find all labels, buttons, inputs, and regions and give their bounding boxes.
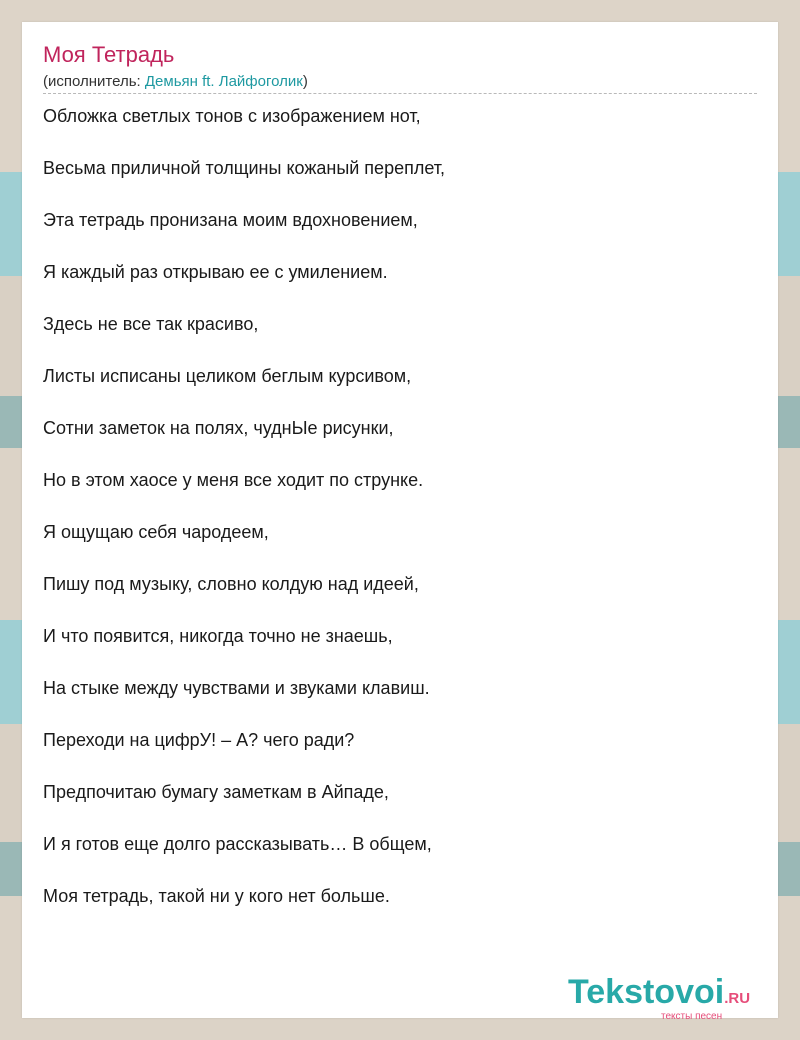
logo-tagline: тексты песен [661,1011,723,1022]
lyric-line: Предпочитаю бумагу заметкам в Айпаде, [43,782,389,802]
stanza [43,519,743,701]
lyrics-body [43,103,743,935]
stanza [43,103,743,285]
lyric-line: Обложка светлых тонов с изображением нот, [43,106,421,126]
logo-tld: .RU [724,990,751,1007]
performer-suffix: ) [302,73,308,90]
lyric-line: Я ощущаю себя чародеем, [43,522,269,542]
title-divider [43,93,757,94]
lyric-line: Пишу под музыку, словно колдую над идеей, [43,574,419,594]
stanza [43,311,743,493]
lyric-line: Моя тетрадь, такой ни у кого нет больше. [43,886,390,906]
stanza [43,727,743,909]
lyric-line: Сотни заметок на полях, чуднЫе рисунки, [43,418,394,438]
lyric-line: Переходи на цифрУ! – А? чего ради? [43,730,355,750]
lyric-line: Но в этом хаосе у меня все ходит по струнке. [43,470,424,490]
lyric-line: И я готов еще долго рассказывать… В общем, [43,834,432,854]
logo-name: Tekstovoi [568,973,725,1011]
lyric-line: Я каждый раз открываю ее с умилением. [43,262,388,282]
lyric-line: На стыке между чувствами и звуками клавиш. [43,678,430,698]
lyric-line: Эта тетрадь пронизана моим вдохновением, [43,210,418,230]
lyric-line: Весьма приличной толщины кожаный переплет, [43,158,446,178]
artist-link[interactable]: Демьян ft. Лайфоголик [144,73,303,90]
performer-prefix: (исполнитель: [43,73,145,90]
lyric-line: И что появится, никогда точно не знаешь, [43,626,393,646]
lyric-line: Листы исписаны целиком беглым курсивом, [43,366,412,386]
performer-line [43,73,308,90]
lyric-line: Здесь не все так красиво, [43,314,259,334]
lyrics-page [22,22,778,1022]
song-title: Моя Тетрадь [43,42,175,67]
site-logo[interactable] [568,973,778,1021]
logo-wordmark [568,973,750,1012]
